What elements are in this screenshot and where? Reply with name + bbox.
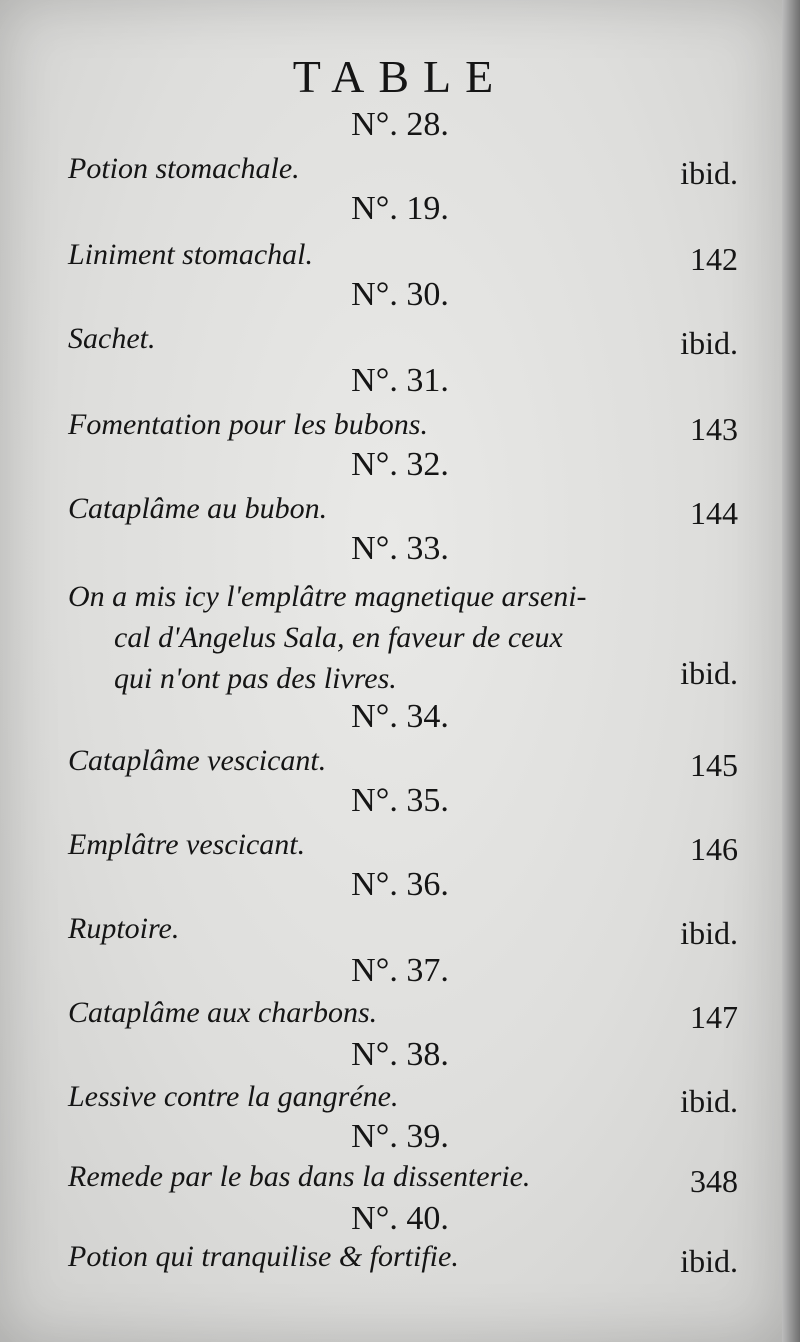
entry-number: N°. 28.	[351, 106, 449, 143]
entry-number: N°. 37.	[351, 952, 449, 989]
entry-page: 145	[690, 747, 738, 783]
entry-title: Liniment stomachal.	[68, 238, 313, 271]
entry-row	[68, 1160, 738, 1200]
entry-row	[68, 912, 738, 952]
entry-row	[68, 322, 738, 362]
entry-title: Ruptoire.	[68, 912, 180, 945]
entry-number: N°. 36.	[351, 866, 449, 903]
entry-title: Cataplâme vescicant.	[68, 744, 327, 777]
entry-row	[68, 576, 738, 696]
entry-row	[68, 1080, 738, 1120]
entry-title-continued: cal d'Angelus Sala, en faveur de ceux	[114, 621, 563, 654]
entry-title: Cataplâme au bubon.	[68, 492, 328, 525]
entry-row	[68, 744, 738, 784]
entry-number: N°. 40.	[351, 1200, 449, 1237]
entry-page: ibid.	[680, 1083, 738, 1119]
entry-page: 143	[690, 411, 738, 447]
entry-row	[68, 1240, 738, 1280]
entry-row	[68, 238, 738, 278]
page-title: TABLE	[292, 51, 508, 102]
entry-page: ibid.	[680, 915, 738, 951]
entry-title-continued: qui n'ont pas des livres.	[114, 662, 397, 695]
entry-page: 144	[690, 495, 738, 531]
entry-title: Remede par le bas dans la dissenterie.	[68, 1160, 531, 1193]
entry-number: N°. 31.	[351, 362, 449, 399]
entry-title: On a mis icy l'emplâtre magnetique arseni-	[68, 580, 587, 613]
entry-title: Cataplâme aux charbons.	[68, 996, 378, 1029]
entry-number: N°. 38.	[351, 1036, 449, 1073]
entry-page: 146	[690, 831, 738, 867]
entry-number: N°. 19.	[351, 190, 449, 227]
entry-page: ibid.	[680, 155, 738, 191]
entry-row	[68, 996, 738, 1036]
entry-page: ibid.	[680, 1243, 738, 1279]
entry-row	[68, 492, 738, 532]
entry-title: Fomentation pour les bubons.	[68, 408, 428, 441]
entry-title: Potion qui tranquilise & fortifie.	[68, 1240, 459, 1273]
entry-row	[68, 152, 738, 192]
entry-page: 142	[690, 241, 738, 277]
entry-page: 348	[690, 1163, 738, 1199]
entry-number: N°. 34.	[351, 698, 449, 735]
entry-title: Potion stomachale.	[68, 152, 300, 185]
entry-number: N°. 39.	[351, 1118, 449, 1155]
entry-page: 147	[690, 999, 738, 1035]
entry-title: Emplâtre vescicant.	[68, 828, 306, 861]
entry-number: N°. 32.	[351, 446, 449, 483]
entry-number: N°. 35.	[351, 782, 449, 819]
entry-page: ibid.	[680, 325, 738, 361]
entry-row	[68, 408, 738, 448]
entry-row	[68, 828, 738, 868]
entry-title: Sachet.	[68, 322, 156, 355]
page-edge	[782, 0, 800, 1342]
entry-number: N°. 30.	[351, 276, 449, 313]
entry-number: N°. 33.	[351, 530, 449, 567]
entry-title: Lessive contre la gangréne.	[68, 1080, 399, 1113]
entry-page: ibid.	[680, 655, 738, 691]
